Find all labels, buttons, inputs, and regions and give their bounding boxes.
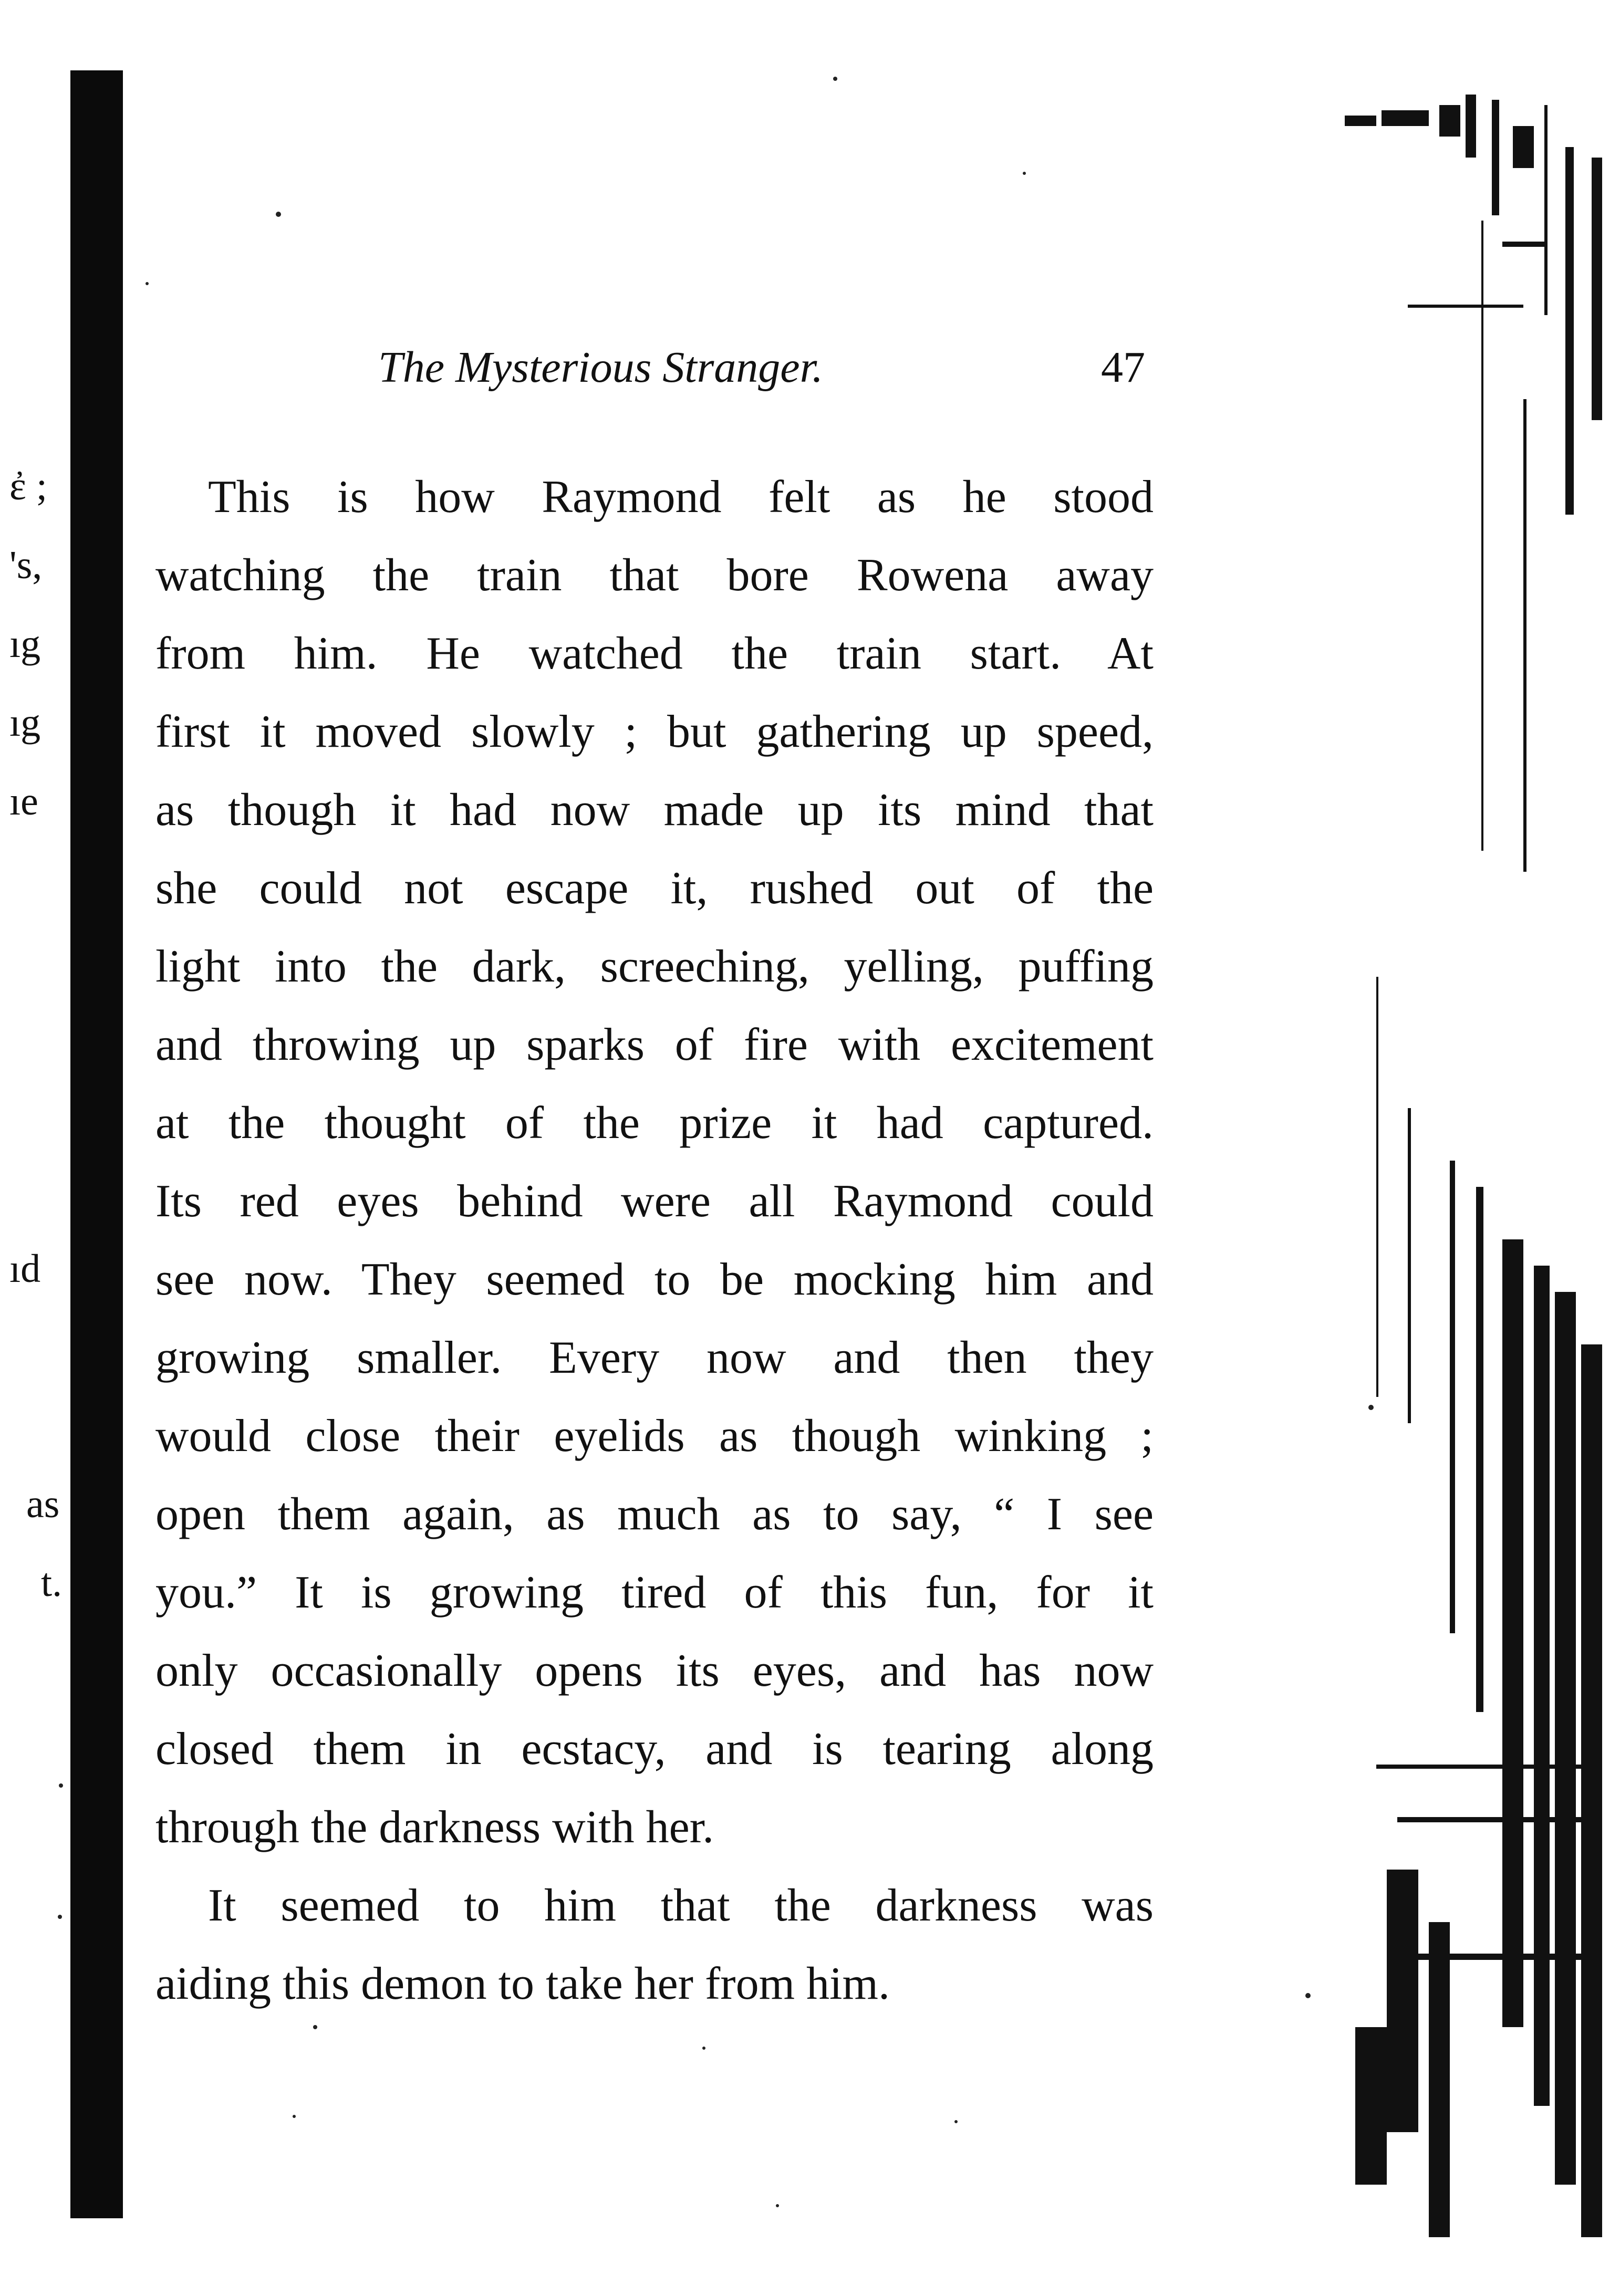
body-text [155, 458, 1154, 2023]
facing-page-fragment: as [26, 1482, 60, 1526]
text-line: she could not escape it, rushed out of the [155, 863, 1154, 914]
text-line: aiding this demon to take her from him. [155, 1958, 890, 2009]
text-line: through the darkness with her. [155, 1802, 714, 1853]
facing-page-fragment: ıe [9, 779, 38, 823]
text-line: would close their eyelids as though winking ; [155, 1411, 1154, 1462]
page-edge-noise [1345, 84, 1607, 2237]
page-header [378, 343, 1145, 398]
text-line: you.” It is growing tired of this fun, for it [155, 1567, 1154, 1618]
text-line: only occasionally opens its eyes, and has now [155, 1645, 1154, 1696]
page-number: 47 [1101, 343, 1145, 392]
binding-shadow [70, 70, 123, 2218]
text-line: open them again, as much as to say, “ I see [155, 1489, 1154, 1540]
text-line: at the thought of the prize it had captured. [155, 1098, 1154, 1149]
paragraph [155, 458, 1154, 1866]
text-line: light into the dark, screeching, yelling, puffing [155, 941, 1154, 992]
text-line: see now. They seemed to be mocking him and [155, 1254, 1154, 1305]
facing-page-fragment: ıd [9, 1247, 41, 1291]
text-line: from him. He watched the train start. At [155, 628, 1154, 679]
text-line: closed them in ecstacy, and is tearing along [155, 1724, 1154, 1775]
running-head: The Mysterious Stranger. [378, 343, 823, 392]
facing-page-fragment: ἐ ; [9, 464, 48, 508]
text-line: Its red eyes behind were all Raymond could [155, 1176, 1154, 1227]
text-line: first it moved slowly ; but gathering up speed, [155, 706, 1154, 757]
facing-page-fragment: ıg [9, 701, 41, 745]
text-line: It seemed to him that the darkness was [208, 1880, 1154, 1931]
text-line: This is how Raymond felt as he stood [208, 472, 1154, 523]
paragraph [155, 1866, 1154, 2023]
facing-page-fragment: 's, [9, 543, 43, 587]
facing-page-fragment: ıg [9, 622, 41, 666]
facing-page-fragment: t. [41, 1561, 63, 1605]
text-line: as though it had now made up its mind that [155, 785, 1154, 836]
text-line: and throwing up sparks of fire with excitement [155, 1019, 1154, 1070]
text-line: growing smaller. Every now and then they [155, 1332, 1154, 1383]
text-line: watching the train that bore Rowena away [155, 550, 1154, 601]
